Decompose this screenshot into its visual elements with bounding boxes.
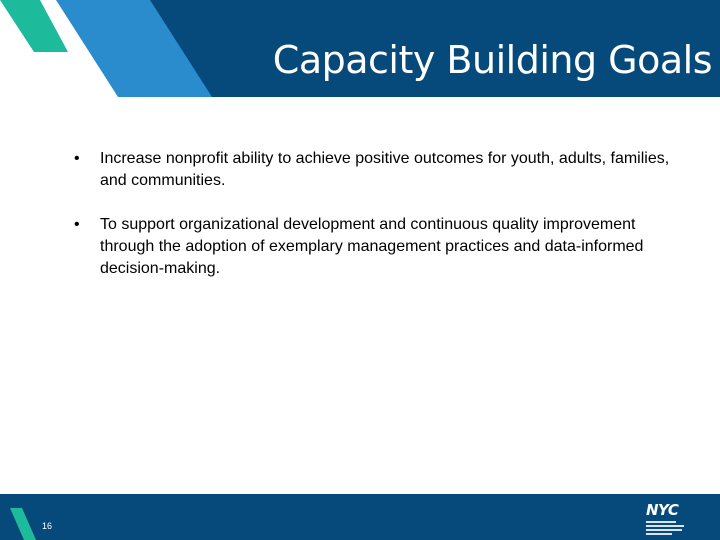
nyc-logo-mark: NYC xyxy=(646,501,679,519)
bullet-dot: • xyxy=(74,150,80,167)
teal-stripe xyxy=(0,0,68,52)
bullet-text: Increase nonprofit ability to achieve positive outcomes for youth, adults, families, and communities. xyxy=(100,150,670,189)
slide-header xyxy=(0,0,720,97)
bullet-text: To support organizational development and continuous quality improvement through the adoption of exemplary management practices and data-informed decision-making. xyxy=(100,216,644,277)
nyc-logo xyxy=(646,502,696,534)
bullet-list xyxy=(64,148,684,302)
slide-footer xyxy=(0,494,720,540)
bullet-dot: • xyxy=(74,216,80,233)
footer-graphic xyxy=(0,494,720,540)
slide-title: Capacity Building Goals xyxy=(272,38,712,82)
bullet-item xyxy=(64,214,684,280)
page-number: 16 xyxy=(42,521,53,531)
logo-agency-text xyxy=(646,521,696,535)
footer-teal-stripe xyxy=(10,508,36,540)
bullet-item xyxy=(64,148,684,192)
